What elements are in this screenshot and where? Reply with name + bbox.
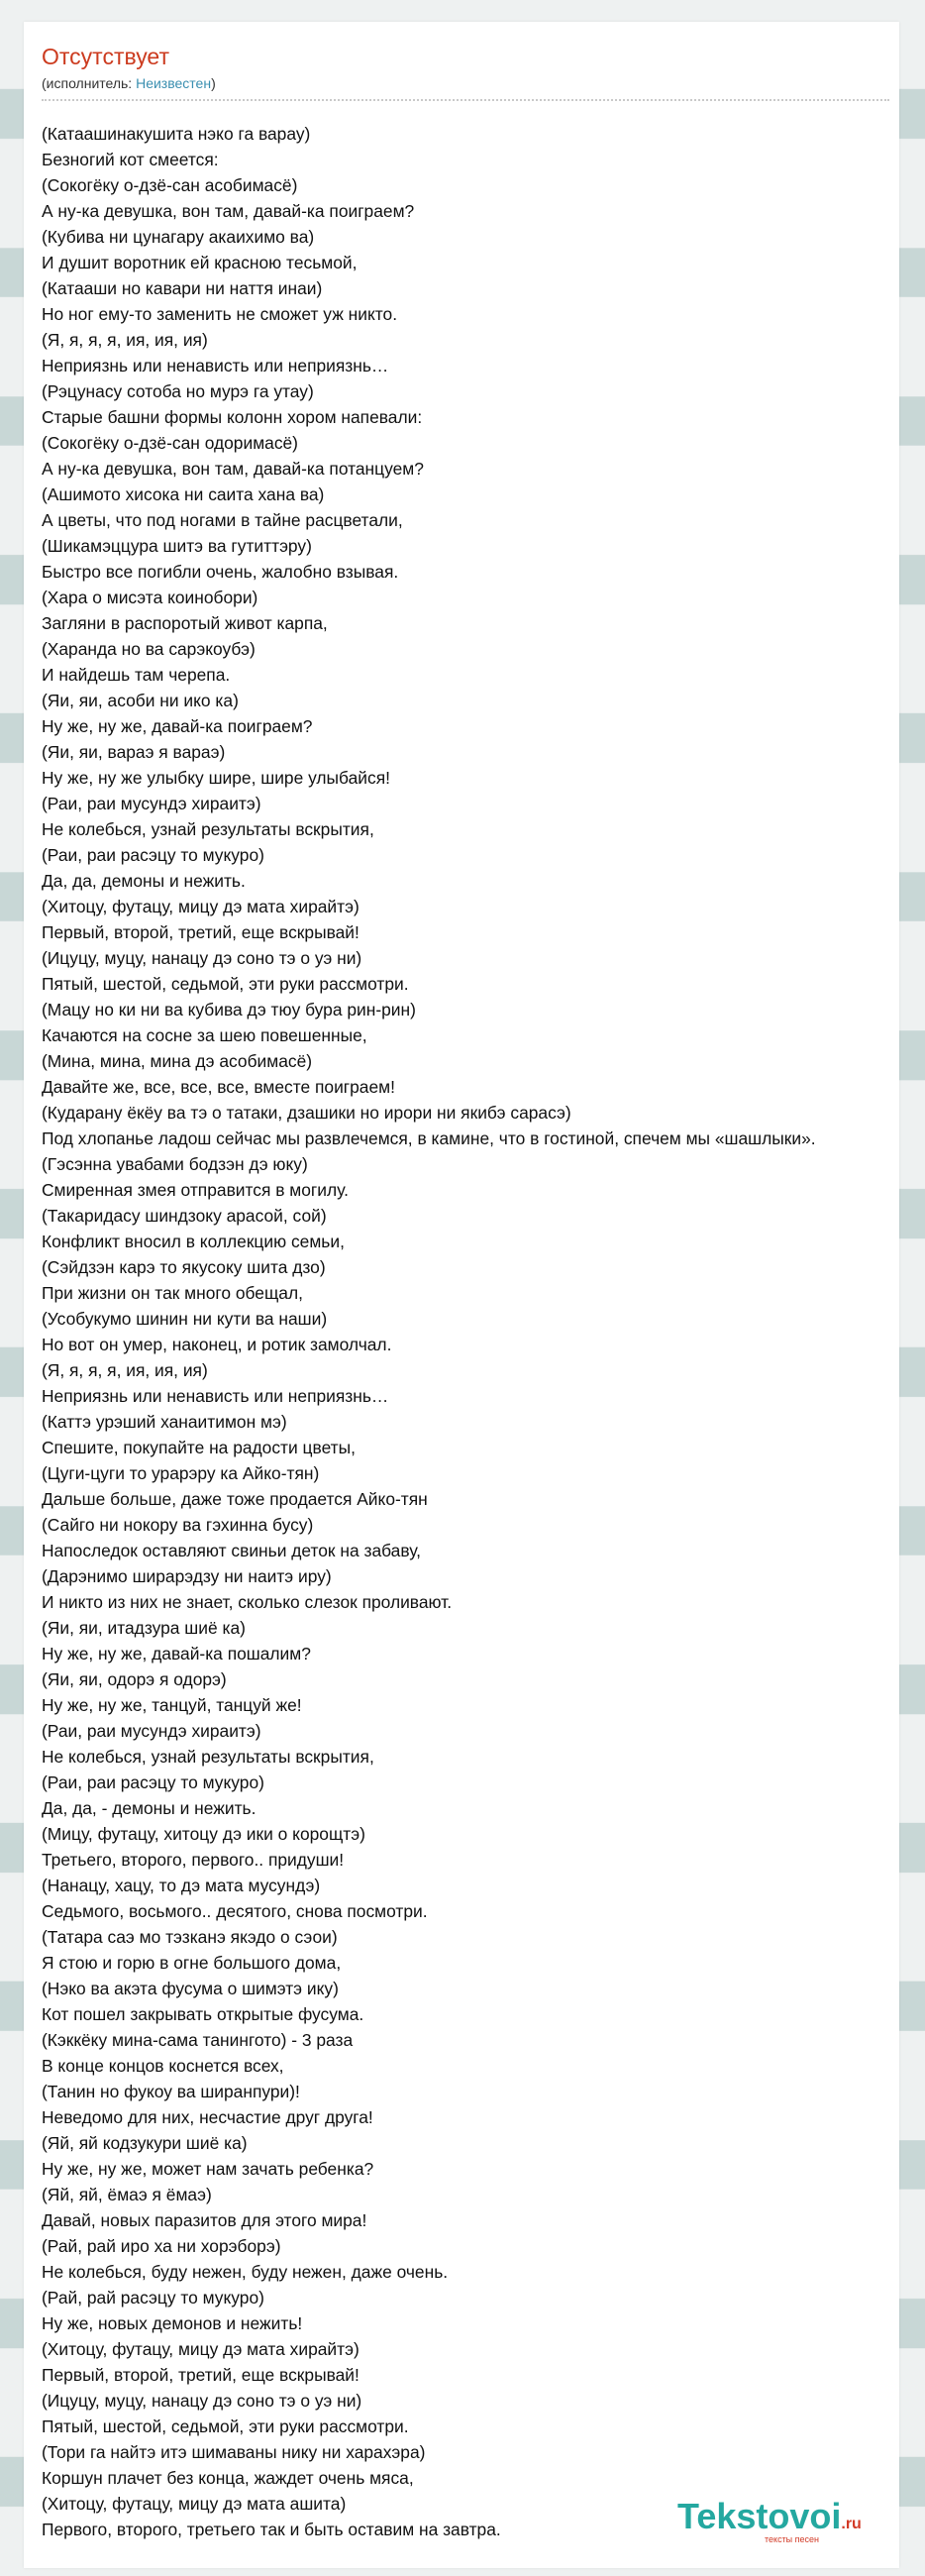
- lyrics-line: (Гэсэнна увабами бодзэн дэ юку): [42, 1154, 308, 1174]
- lyrics-line: Но вот он умер, наконец, и ротик замолчал.: [42, 1335, 392, 1354]
- lyrics-line: Напоследок оставляют свиньи деток на забаву,: [42, 1541, 421, 1560]
- lyrics-line: (Яи, яи, итадзура шиё ка): [42, 1618, 246, 1638]
- song-title: Отсутствует: [42, 44, 169, 69]
- lyrics-line: Не колебься, узнай результаты вскрытия,: [42, 819, 374, 839]
- lyrics-text: [42, 121, 925, 2542]
- lyrics-line: (Нанацу, хацу, то дэ мата мусундэ): [42, 1876, 321, 1895]
- lyrics-line: Качаются на сосне за шею повешенные,: [42, 1025, 367, 1045]
- lyrics-line: Ну же, ну же, танцуй, танцуй же!: [42, 1695, 302, 1715]
- lyrics-line: Быстро все погибли очень, жалобно взывая.: [42, 562, 399, 582]
- performer-link[interactable]: Неизвестен: [136, 75, 212, 91]
- lyrics-line: (Кубива ни цунагару акаихимо ва): [42, 227, 315, 247]
- lyrics-line: (Усобукумо шинин ни кути ва наши): [42, 1309, 328, 1329]
- lyrics-line: Под хлопанье ладош сейчас мы развлечемся, в камине, что в гостиной, спечем мы «шашлыки».: [42, 1128, 816, 1148]
- lyrics-line: Ну же, ну же, может нам зачать ребенка?: [42, 2159, 374, 2179]
- lyrics-line: Третьего, второго, первого.. придуши!: [42, 1850, 345, 1870]
- lyrics-line: И душит воротник ей красною тесьмой,: [42, 253, 358, 272]
- lyrics-line: Пятый, шестой, седьмой, эти руки рассмотри.: [42, 974, 409, 994]
- lyrics-line: (Мина, мина, мина дэ асобимасё): [42, 1051, 313, 1071]
- lyrics-line: Коршун плачет без конца, жаждет очень мяса,: [42, 2468, 414, 2488]
- lyrics-line: Я стою и горю в огне большого дома,: [42, 1953, 342, 1973]
- lyrics-line: (Сокогёку о-дзё-сан одоримасё): [42, 433, 298, 453]
- lyrics-line: Но ног ему-то заменить не сможет уж никто.: [42, 304, 398, 324]
- lyrics-line: Смиренная змея отправится в могилу.: [42, 1180, 349, 1200]
- lyrics-line: Да, да, - демоны и нежить.: [42, 1798, 257, 1818]
- lyrics-line: Ну же, новых демонов и нежить!: [42, 2313, 303, 2333]
- lyrics-line: (Раи, раи расэцу то мукуро): [42, 845, 264, 865]
- performer-suffix: ): [211, 75, 216, 91]
- lyrics-line: Загляни в распоротый живот карпа,: [42, 613, 328, 633]
- lyrics-line: Первый, второй, третий, еще вскрывай!: [42, 922, 360, 942]
- lyrics-line: (Яи, яи, вараэ я вараэ): [42, 742, 226, 762]
- lyrics-line: Первого, второго, третьего так и быть оставим на завтра.: [42, 2520, 501, 2539]
- lyrics-line: (Катааши но кавари ни наття инаи): [42, 278, 323, 298]
- lyrics-line: (Рай, рай иро ха ни хорэборэ): [42, 2236, 281, 2256]
- lyrics-line: Ну же, ну же, давай-ка поиграем?: [42, 716, 313, 736]
- lyrics-line: (Цуги-цуги то урарэру ка Айко-тян): [42, 1463, 320, 1483]
- lyrics-line: (Сэйдзэн карэ то якусоку шита дзо): [42, 1257, 326, 1277]
- lyrics-line: (Ицуцу, муцу, нанацу дэ соно тэ о уэ ни): [42, 2391, 362, 2411]
- lyrics-line: При жизни он так много обещал,: [42, 1283, 303, 1303]
- performer-line: [42, 75, 216, 92]
- lyrics-line: Спешите, покупайте на радости цветы,: [42, 1438, 356, 1457]
- lyrics-line: (Раи, раи расэцу то мукуро): [42, 1772, 264, 1792]
- lyrics-line: (Мацу но ки ни ва кубива дэ тюу бура рин-рин): [42, 1000, 416, 1020]
- lyrics-line: Давайте же, все, все, все, вместе поиграем!: [42, 1077, 395, 1097]
- lyrics-line: И найдешь там черепа.: [42, 665, 231, 685]
- lyrics-line: (Сокогёку о-дзё-сан асобимасё): [42, 175, 298, 195]
- lyrics-line: (Танин но фукоу ва ширанпури)!: [42, 2082, 300, 2101]
- lyrics-line: Давай, новых паразитов для этого мира!: [42, 2210, 367, 2230]
- lyrics-line: (Нэко ва акэта фусума о шимэтэ ику): [42, 1979, 339, 1998]
- lyrics-line: (Харанда но ва сарэкоубэ): [42, 639, 256, 659]
- lyrics-line: Безногий кот смеется:: [42, 150, 219, 169]
- lyrics-card: [24, 22, 899, 2568]
- lyrics-line: Старые башни формы колонн хором напевали:: [42, 407, 423, 427]
- lyrics-line: (Хара о мисэта коинобори): [42, 588, 258, 607]
- lyrics-line: (Татара саэ мо тэзканэ якэдо о сэои): [42, 1927, 338, 1947]
- lyrics-line: (Шикамэццура шитэ ва гутиттэру): [42, 536, 312, 556]
- lyrics-line: (Ашимото хисока ни саита хана ва): [42, 484, 325, 504]
- lyrics-line: Ну же, ну же улыбку шире, шире улыбайся!: [42, 768, 390, 788]
- lyrics-line: Кот пошел закрывать открытые фусума.: [42, 2004, 364, 2024]
- lyrics-line: (Яи, яи, асоби ни ико ка): [42, 691, 239, 710]
- lyrics-line: А ну-ка девушка, вон там, давай-ка поиграем?: [42, 201, 415, 221]
- lyrics-line: (Раи, раи мусундэ хираитэ): [42, 794, 261, 813]
- lyrics-line: (Каттэ урэший ханаитимон мэ): [42, 1412, 287, 1432]
- lyrics-line: Дальше больше, даже тоже продается Айко-тян: [42, 1489, 428, 1509]
- lyrics-line: (Такаридасу шиндзоку арасой, сой): [42, 1206, 327, 1226]
- lyrics-line: Неприязнь или ненависть или неприязнь…: [42, 356, 389, 376]
- lyrics-line: Неприязнь или ненависть или неприязнь…: [42, 1386, 389, 1406]
- performer-prefix: (исполнитель:: [42, 75, 137, 91]
- lyrics-line: Конфликт вносил в коллекцию семьи,: [42, 1232, 345, 1251]
- lyrics-line: (Рай, рай расэцу то мукуро): [42, 2288, 264, 2308]
- site-logo-name: Tekstovoi: [677, 2496, 842, 2536]
- lyrics-line: (Раи, раи мусундэ хираитэ): [42, 1721, 261, 1741]
- lyrics-line: (Дарэнимо ширарэдзу ни наитэ иру): [42, 1566, 332, 1586]
- lyrics-line: Не колебься, буду нежен, буду нежен, даже очень.: [42, 2262, 449, 2282]
- lyrics-line: (Яи, яи, одорэ я одорэ): [42, 1669, 227, 1689]
- lyrics-line: Пятый, шестой, седьмой, эти руки рассмотри.: [42, 2416, 409, 2436]
- lyrics-line: (Яй, яй кодзукури шиё ка): [42, 2133, 248, 2153]
- site-logo-tagline: тексты песен: [765, 2534, 820, 2544]
- lyrics-line: Не колебься, узнай результаты вскрытия,: [42, 1747, 374, 1767]
- lyrics-line: (Хитоцу, футацу, мицу дэ мата ашита): [42, 2494, 347, 2514]
- lyrics-line: (Тори га найтэ итэ шимаваны нику ни харахэра): [42, 2442, 426, 2462]
- lyrics-line: (Хитоцу, футацу, мицу дэ мата хирайтэ): [42, 897, 360, 916]
- lyrics-line: Да, да, демоны и нежить.: [42, 871, 246, 891]
- lyrics-line: (Хитоцу, футацу, мицу дэ мата хирайтэ): [42, 2339, 360, 2359]
- lyrics-line: (Я, я, я, я, ия, ия, ия): [42, 1360, 208, 1380]
- lyrics-line: (Рэцунасу сотоба но мурэ га утау): [42, 381, 314, 401]
- lyrics-line: В конце концов коснется всех,: [42, 2056, 284, 2076]
- site-logo[interactable]: [677, 2497, 885, 2542]
- lyrics-line: (Мицу, футацу, хитоцу дэ ики о корощтэ): [42, 1824, 365, 1844]
- lyrics-line: Седьмого, восьмого.. десятого, снова посмотри.: [42, 1901, 428, 1921]
- site-logo-domain: .ru: [841, 2516, 862, 2532]
- lyrics-line: Ну же, ну же, давай-ка пошалим?: [42, 1644, 311, 1664]
- lyrics-line: (Катаашинакушита нэко га варау): [42, 124, 311, 144]
- lyrics-line: И никто из них не знает, сколько слезок проливают.: [42, 1592, 453, 1612]
- lyrics-line: (Сайго ни нокору ва гэхинна бусу): [42, 1515, 314, 1535]
- lyrics-line: А ну-ка девушка, вон там, давай-ка потанцуем?: [42, 459, 424, 479]
- lyrics-line: (Ицуцу, муцу, нанацу дэ соно тэ о уэ ни): [42, 948, 362, 968]
- dotted-divider: [42, 99, 889, 101]
- lyrics-line: (Я, я, я, я, ия, ия, ия): [42, 330, 208, 350]
- lyrics-line: (Кударану ёкёу ва тэ о татаки, дзашики но ирори ни якибэ сарасэ): [42, 1103, 571, 1123]
- lyrics-line: А цветы, что под ногами в тайне расцветали,: [42, 510, 403, 530]
- lyrics-line: Первый, второй, третий, еще вскрывай!: [42, 2365, 360, 2385]
- lyrics-line: Неведомо для них, несчастие друг друга!: [42, 2107, 373, 2127]
- lyrics-line: (Кэккёку мина-сама танингото) - 3 раза: [42, 2030, 354, 2050]
- lyrics-line: (Яй, яй, ёмаэ я ёмаэ): [42, 2185, 212, 2204]
